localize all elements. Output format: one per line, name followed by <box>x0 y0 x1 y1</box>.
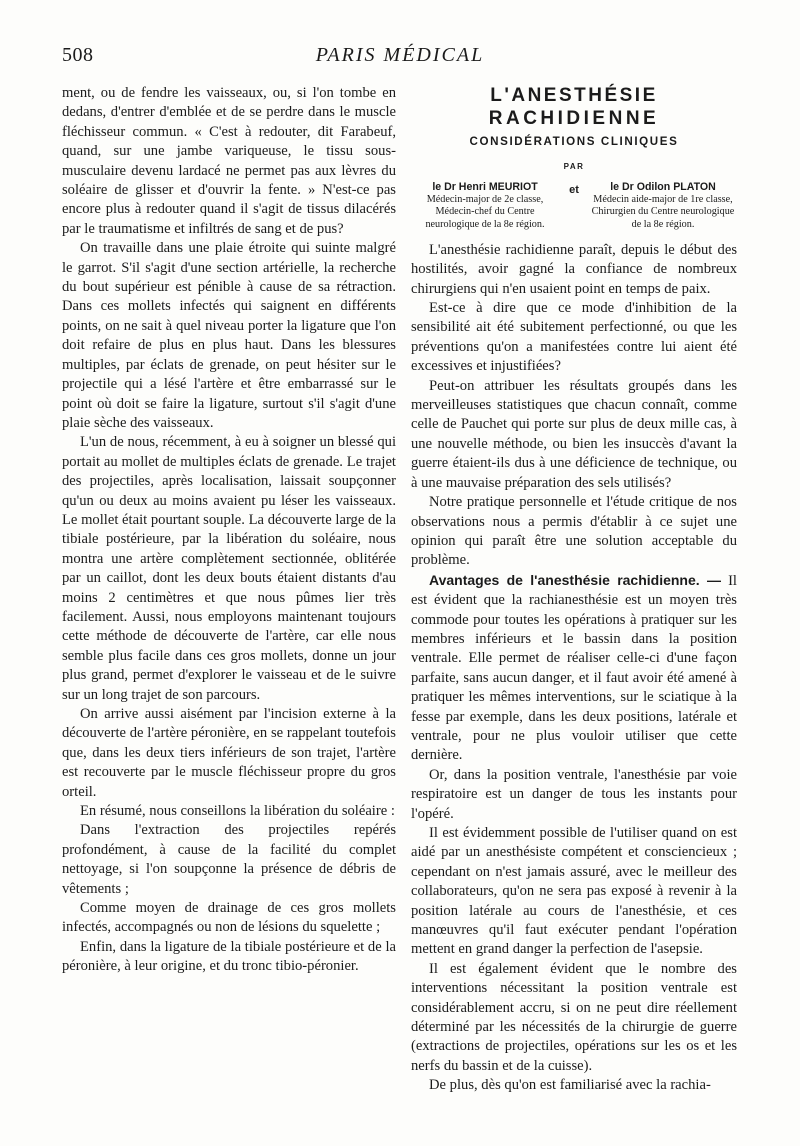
paragraph: Enfin, dans la ligature de la tibiale postérieure et de la péronière, à leur origine, et du tronc tibio-péronier. <box>62 938 396 975</box>
author-conjunction: et <box>569 183 579 196</box>
article-title-line2: RACHIDIENNE <box>488 108 660 129</box>
paragraph: On travaille dans une plaie étroite qui suinte malgré le garrot. S'il s'agit d'une section artérielle, la recherche du bout supérieur est pénible à cause de sa rétraction. Dans ces mollets infectés qui saignent en différents points, on ne sait à quel niveau porter la ligature que l'on doit refaire de plus en plus haut. Dans les blessures multiples, par éclats de grenade, on peut hésiter sur le projectile qui a lésé l'artère et être embarrassé sur le point où doit se faire la ligature, surtout s'il s'agit d'une plaie sèche des vaisseaux. <box>62 240 396 431</box>
paragraph: L'anesthésie rachidienne paraît, depuis le début des hostilités, avoir gagné la confiance de nombreux chirurgiens qui n'en usaient point en temps de paix. <box>411 241 737 297</box>
right-column <box>411 84 737 1096</box>
left-column <box>62 84 396 977</box>
section-heading: Avantages de l'anesthésie rachidienne. — <box>429 571 721 588</box>
author-2-name: le Dr Odilon PLATON <box>610 180 716 193</box>
paragraph: L'un de nous, récemment, à eu à soigner un blessé qui portait au mollet de multiples éclats de grenade. Le trajet des projectiles, après localisation, laissait soupçonner qu'un ou deux au moins avaient pu léser les vaisseaux. Le mollet était pourtant souple. La découverte large de la tibiale postérieure, par la libération du soléaire, nous montra une artère complètement sectionnée, oblitérée par un caillot, dont les deux bouts étaient distants d'au moins 2 centimètres et que nous pûmes lier très facilement. Aussi, nous employons maintenant toujours cette méthode de découverte de l'artère, car elle nous semble plus facile dans ces gros mollets, donne un jour plus grand, permet d'explorer le vaisseau et de le suivre sur un long trajet de son parcours. <box>62 434 396 703</box>
paragraph: Est-ce à dire que ce mode d'inhibition de la sensibilité ait été subitement perfectionné, ou que les préventions qu'on a manifestées contre lui aient été excessives et injustifiées? <box>411 300 737 375</box>
author-block <box>411 181 737 237</box>
paragraph: Comme moyen de drainage de ces gros mollets infectés, accompagnés ou non de lésions du squelette ; <box>62 900 396 936</box>
author-2 <box>589 181 737 232</box>
paragraph: Or, dans la position ventrale, l'anesthésie par voie respiratoire est un danger de tous les instants pour l'opéré. <box>411 766 737 822</box>
author-2-role: Médecin aide-major de 1re classe, Chirurgien du Centre neurologique de la 8e région. <box>591 193 735 230</box>
article-title-line1: L'ANESTHÉSIE <box>490 85 658 106</box>
author-1-name: le Dr Henri MEURIOT <box>432 180 538 193</box>
page-number: 508 <box>62 44 94 66</box>
section-paragraph <box>411 571 737 766</box>
paragraph: On arrive aussi aisément par l'incision externe à la découverte de l'artère péronière, en se rappelant toutefois que, dans les deux tiers inférieurs de son trajet, l'artère est recouverte par le muscle fléchisseur propre du gros orteil. <box>62 706 396 800</box>
journal-name: PARIS MÉDICAL <box>315 44 485 66</box>
by-line: PAR <box>563 162 585 172</box>
author-1 <box>411 181 559 232</box>
paragraph: Il est évidemment possible de l'utiliser quand on est aidé par un anesthésiste compétent et consciencieux ; cependant on n'est jamais assuré, avec le meilleur des collaborateurs, qu'on ne sera pas exposé à revenir à la position latérale au cours de l'anesthésie, et ces manœuvres qu'il faut exécuter pendant l'opération mettent en grand danger la perfection de l'asepsie. <box>411 825 737 958</box>
paragraph: Il est également évident que le nombre des interventions nécessitant la position ventrale est considérablement accru, si on ne peut dire réellement déterminé par les nécessités de la chirurgie de guerre (extractions de projectiles, opérations sur les os et les nerfs du bassin et de la cuisse). <box>411 960 737 1074</box>
paragraph: En résumé, nous conseillons la libération du soléaire : <box>80 803 395 820</box>
paragraph: ment, ou de fendre les vaisseaux, ou, si l'on tombe en dedans, d'entrer d'emblée et de se perdre dans le muscle fléchisseur commun. « C'est à redouter, dit Farabeuf, quand, sur une jambe variqueuse, le tissu sous-musculaire devenu lardacé ne permet pas aux lèvres du soléaire de glisser et d'ouvrir la fente. » N'est-ce pas encore plus à redouter quand il s'agit de tissus dilacérés par le traumatisme et infiltrés de sang et de pus? <box>62 85 396 237</box>
article-subtitle: CONSIDÉRATIONS CLINIQUES <box>469 135 679 148</box>
paragraph: Dans l'extraction des projectiles repérés profondément, à cause de la facilité du complet nettoyage, si l'on soupçonne la présence de débris de vêtements ; <box>62 822 396 897</box>
paragraph: Notre pratique personnelle et l'étude critique de nos observations nous a permis d'établir à ce sujet une opinion qui paraît être une solution acceptable du problème. <box>411 494 737 569</box>
section-lead-text: Il est évident que la rachianesthésie est un moyen très commode pour toutes les opérations à pratiquer sur les membres inférieurs et le bassin dans la position ventrale. Elle permet de réaliser celle-ci d'une façon parfaite, sans aucun danger, et il faut avoir été amené à pratiquer les mêmes interventions, sur le sciatique à la fesse par exemple, dans les deux positions, latérale et ventrale, pour ne plus vouloir utiliser que cette dernière. <box>411 572 737 764</box>
author-1-role: Médecin-major de 2e classe, Médecin-chef du Centre neurologique de la 8e région. <box>425 193 545 230</box>
running-head <box>62 44 738 70</box>
paragraph: De plus, dès qu'on est familiarisé avec la rachia- <box>429 1077 711 1094</box>
paragraph: Peut-on attribuer les résultats groupés dans les merveilleuses statistiques que chacun connaît, comme celle de Pauchet qui porte sur plus de deux mille cas, à une nouvelle méthode, ou bien les insuccès d'avant la guerre étaient-ils dus à une déficience de technique, ou à une mauvaise préparation des sels utilisés? <box>411 377 737 491</box>
